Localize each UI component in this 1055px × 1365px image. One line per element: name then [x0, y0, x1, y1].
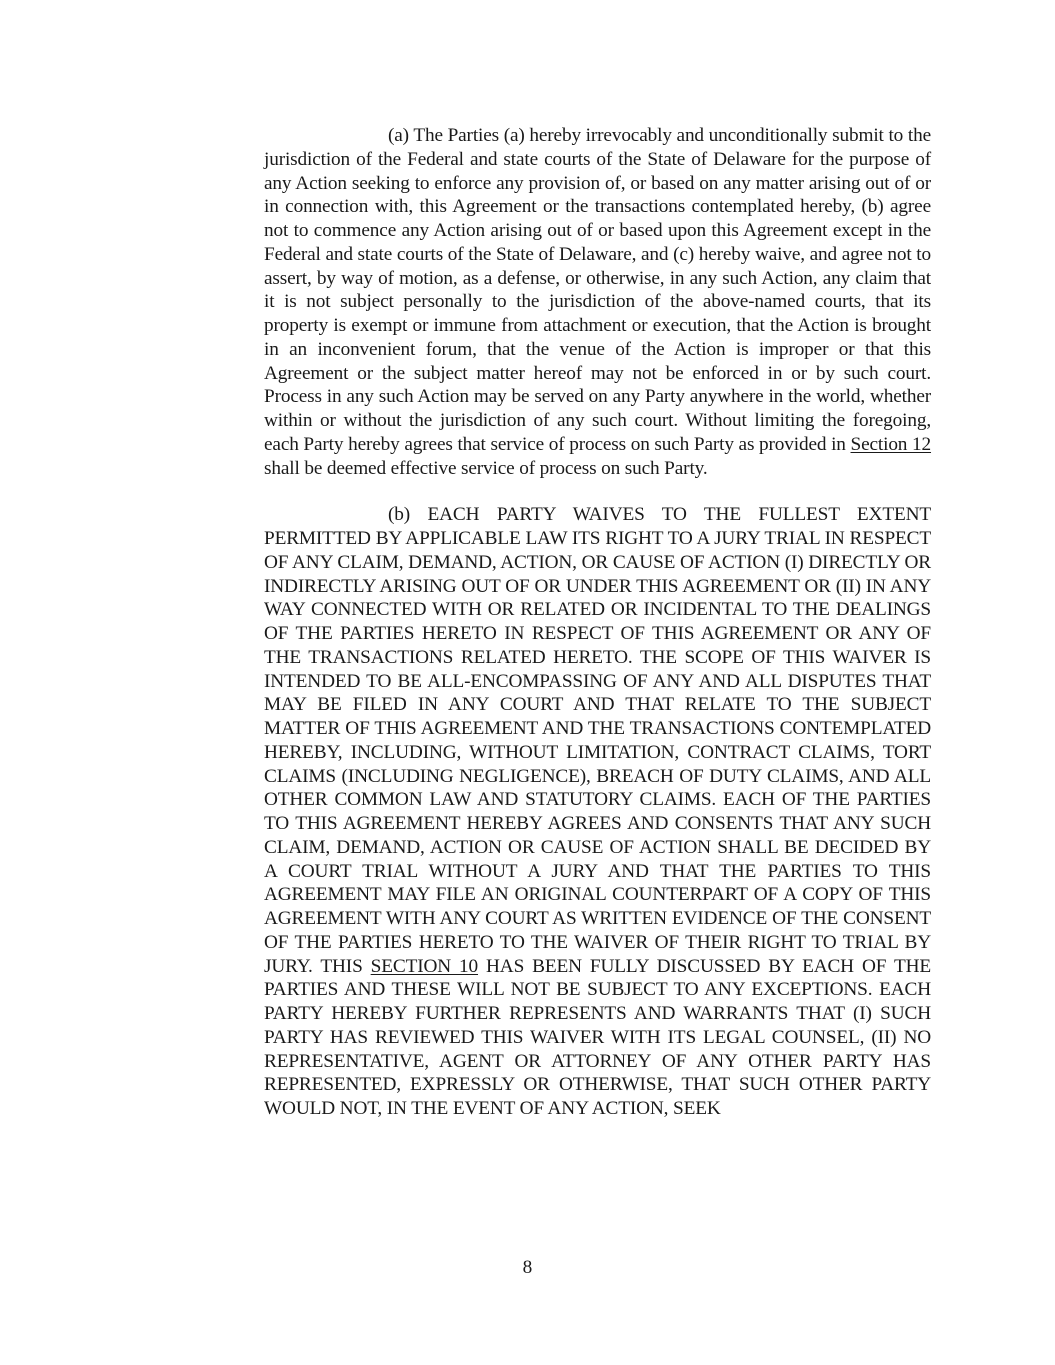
section-10-reference: SECTION 10 — [370, 955, 479, 977]
paragraph-b-jury-waiver — [264, 503, 931, 1121]
paragraph-a-jurisdiction — [264, 124, 931, 480]
paragraph-a-text-start: (a) The Parties (a) hereby irrevocably and unconditionally submit to the jurisdiction of the Federal and state courts of the State of Delaware for the purpose of any Action seeking to enforce any provision of, or based on any matter arising out of or in connection with, this Agreement or the transactions contemplated hereby, (b) agree not to commence any Action arising out of or based upon this Agreement except in the Federal and state courts of the State of Delaware, and (c) hereby waive, and agree not to assert, by way of motion, as a defense, or otherwise, in any such Action, any claim that it is not subject personally to the jurisdiction of the above-named courts, that its property is exempt or immune from attachment or execution, that the Action is brought in an inconvenient forum, that the venue of the Action is improper or that this Agreement or the subject matter hereof may not be enforced in or by such court. Process in any such Action may be served on any Party anywhere in the world, whether within or without the jurisdiction of any such court. Without limiting the foregoing, each Party hereby agrees that service of process on such Party as provided in — [264, 125, 931, 455]
paragraph-b-text-end: HAS BEEN FULLY DISCUSSED BY EACH OF THE PARTIES AND THESE WILL NOT BE SUBJECT TO ANY EXCEPTIONS. EACH PARTY HEREBY FURTHER REPRESENTS AND WARRANTS THAT (I) SUCH PARTY HAS REVIEWED THIS WAIVER WITH ITS LEGAL COUNSEL, (II) NO REPRESENTATIVE, AGENT OR ATTORNEY OF ANY OTHER PARTY HAS REPRESENTED, EXPRESSLY OR OTHERWISE, THAT SUCH OTHER PARTY WOULD NOT, IN THE EVENT OF ANY ACTION, SEEK — [264, 955, 932, 1119]
section-12-reference: Section 12 — [850, 433, 932, 455]
paragraph-a-text-end: shall be deemed effective service of process on such Party. — [264, 457, 708, 479]
document-body — [264, 124, 931, 1121]
paragraph-b-text-start: (b) EACH PARTY WAIVES TO THE FULLEST EXTENT PERMITTED BY APPLICABLE LAW ITS RIGHT TO A JURY TRIAL IN RESPECT OF ANY CLAIM, DEMAND, ACTION, OR CAUSE OF ACTION (I) DIRECTLY OR INDIRECTLY ARISING OUT OF OR UNDER THIS AGREEMENT OR (II) IN ANY WAY CONNECTED WITH OR RELATED OR INCIDENTAL TO THE DEALINGS OF THE PARTIES HERETO IN RESPECT OF THIS AGREEMENT OR ANY OF THE TRANSACTIONS RELATED HERETO. THE SCOPE OF THIS WAIVER IS INTENDED TO BE ALL-ENCOMPASSING OF ANY AND ALL DISPUTES THAT MAY BE FILED IN ANY COURT AND THAT RELATE TO THE SUBJECT MATTER OF THIS AGREEMENT AND THE TRANSACTIONS CONTEMPLATED HEREBY, INCLUDING, WITHOUT LIMITATION, CONTRACT CLAIMS, TORT CLAIMS (INCLUDING NEGLIGENCE), BREACH OF DUTY CLAIMS, AND ALL OTHER COMMON LAW AND STATUTORY CLAIMS. EACH OF THE PARTIES TO THIS AGREEMENT HEREBY AGREES AND CONSENTS THAT ANY SUCH CLAIM, DEMAND, ACTION OR CAUSE OF ACTION SHALL BE DECIDED BY A COURT TRIAL WITHOUT A JURY AND THAT THE PARTIES TO THIS AGREEMENT MAY FILE AN ORIGINAL COUNTERPART OF A COPY OF THIS AGREEMENT WITH ANY COURT AS WRITTEN EVIDENCE OF THE CONSENT OF THE PARTIES HERETO TO THE WAIVER OF THEIR RIGHT TO TRIAL BY JURY. THIS — [264, 504, 931, 977]
page-number: 8 — [522, 1257, 533, 1278]
